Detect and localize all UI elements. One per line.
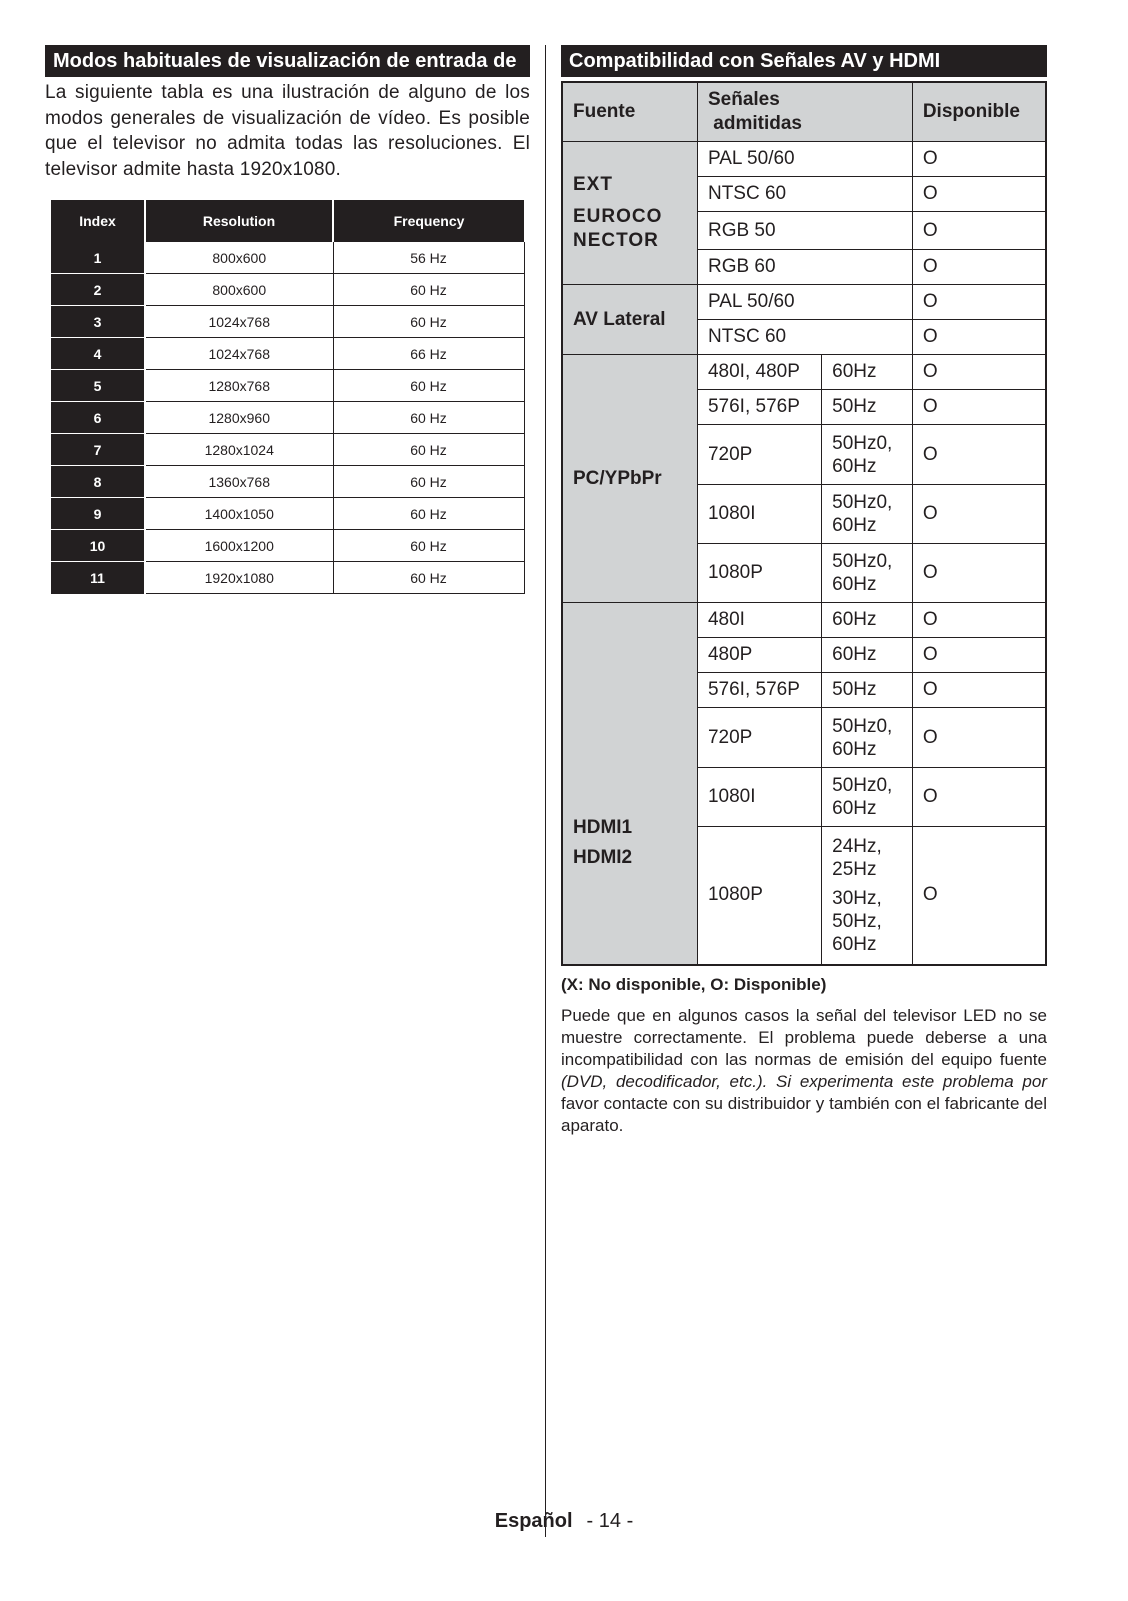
index-cell: 10 — [51, 530, 145, 562]
signal-cell: PAL 50/60 — [697, 142, 912, 177]
frequency-cell: 60 Hz — [333, 562, 524, 594]
frequency-line: 60Hz — [832, 738, 877, 760]
available-cell: O — [912, 142, 1046, 177]
index-cell: 4 — [51, 338, 145, 370]
frequency-line: 50Hz, — [832, 910, 882, 932]
header-resolution: Resolution — [145, 200, 333, 242]
frequency-line: 60Hz — [832, 798, 877, 819]
signal-cell: 576I, 576P — [697, 673, 821, 708]
footer-language: Español — [494, 1510, 573, 1532]
signal-cell: 576I, 576P — [697, 390, 821, 425]
available-cell: O — [912, 285, 1046, 320]
table-row — [51, 306, 524, 338]
available-cell: O — [912, 212, 1046, 250]
header-signals — [697, 82, 912, 142]
resolution-cell: 1280x768 — [145, 370, 333, 402]
signal-cell: 720P — [697, 708, 821, 768]
frequency-cell: 60 Hz — [333, 466, 524, 498]
table-row — [51, 370, 524, 402]
source-ext — [562, 142, 697, 285]
available-cell: O — [912, 673, 1046, 708]
header-signals-line2: admitidas — [713, 113, 802, 134]
frequency-line: 25Hz — [832, 858, 877, 880]
table-row — [51, 530, 524, 562]
section-title-compatibility: Compatibilidad con Señales AV y HDMI — [561, 45, 1047, 77]
available-cell: O — [912, 708, 1046, 768]
resolution-cell: 1280x1024 — [145, 434, 333, 466]
frequency-cell: 60Hz — [822, 603, 913, 638]
frequency-line: 50Hz0, — [832, 432, 893, 454]
available-cell: O — [912, 603, 1046, 638]
available-cell: O — [912, 544, 1046, 603]
table-row — [51, 338, 524, 370]
frequency-cell — [822, 544, 913, 603]
index-cell: 11 — [51, 562, 145, 594]
signal-cell: 1080P — [697, 827, 821, 965]
available-cell: O — [912, 485, 1046, 544]
table-row — [51, 562, 524, 594]
resolution-cell: 800x600 — [145, 274, 333, 306]
available-cell: O — [912, 425, 1046, 485]
available-cell: O — [912, 250, 1046, 285]
frequency-cell: 56 Hz — [333, 242, 524, 274]
table-row — [51, 434, 524, 466]
signal-cell: 720P — [697, 425, 821, 485]
note-text-2: favor contacte con su distribuidor y también con el fabricante del aparato. — [561, 1094, 1047, 1135]
signal-cell: PAL 50/60 — [697, 285, 912, 320]
signal-cell: 480I — [697, 603, 821, 638]
frequency-line: 50Hz0, — [832, 715, 893, 737]
display-modes-table — [51, 200, 525, 594]
left-column — [45, 45, 530, 586]
table-row — [562, 355, 1046, 390]
source-av-lateral: AV Lateral — [562, 285, 697, 355]
signal-cell: NTSC 60 — [697, 320, 912, 355]
available-cell: O — [912, 768, 1046, 827]
available-cell: O — [912, 320, 1046, 355]
index-cell: 7 — [51, 434, 145, 466]
right-column — [561, 45, 1047, 1135]
intro-paragraph: La siguiente tabla es una ilustración de alguno de los modos generales de visualización de vídeo. Es posible que el televisor no admita todas las resoluciones. El televisor admite hasta 1920x1080. — [45, 82, 530, 180]
table-row — [562, 603, 1046, 638]
compatibility-note — [561, 1005, 1047, 1137]
index-cell: 2 — [51, 274, 145, 306]
frequency-cell: 60 Hz — [333, 434, 524, 466]
page-number: - 14 - — [586, 1510, 634, 1532]
table-row — [562, 285, 1046, 320]
frequency-cell: 60 Hz — [333, 370, 524, 402]
frequency-cell: 60 Hz — [333, 402, 524, 434]
note-text-italic: (DVD, decodificador, etc.). Si experimenta este problema por — [561, 1072, 1047, 1091]
source-hdmi2: HDMI2 — [573, 847, 633, 869]
signal-cell: RGB 50 — [697, 212, 912, 250]
column-divider — [545, 45, 546, 1537]
signal-cell: 1080I — [697, 485, 821, 544]
frequency-cell: 60 Hz — [333, 530, 524, 562]
resolution-cell: 1024x768 — [145, 306, 333, 338]
index-cell: 9 — [51, 498, 145, 530]
frequency-line: 60Hz — [832, 515, 877, 536]
frequency-cell — [822, 708, 913, 768]
source-ext-line1: EXT — [573, 174, 613, 195]
resolution-cell: 1400x1050 — [145, 498, 333, 530]
source-ext-line2: EUROCO — [573, 206, 663, 227]
frequency-line: 60Hz — [832, 933, 877, 955]
frequency-cell: 60 Hz — [333, 306, 524, 338]
signal-cell: 1080I — [697, 768, 821, 827]
header-signals-line1: Señales — [707, 89, 780, 110]
frequency-line: 60Hz — [832, 455, 877, 477]
frequency-line: 24Hz, — [832, 835, 882, 857]
frequency-cell: 50Hz — [822, 673, 913, 708]
header-index: Index — [51, 200, 145, 242]
frequency-cell: 60 Hz — [333, 498, 524, 530]
header-frequency: Frequency — [333, 200, 524, 242]
signal-compatibility-table — [561, 81, 1047, 966]
source-pc-ypbpr: PC/YPbPr — [562, 355, 697, 603]
signal-cell: RGB 60 — [697, 250, 912, 285]
frequency-cell — [822, 827, 913, 965]
source-hdmi — [562, 603, 697, 965]
source-ext-line3: NECTOR — [573, 230, 659, 251]
frequency-line: 30Hz, — [832, 887, 882, 909]
index-cell: 8 — [51, 466, 145, 498]
available-cell: O — [912, 638, 1046, 673]
frequency-cell: 60Hz — [822, 638, 913, 673]
frequency-line: 50Hz0, — [832, 551, 893, 572]
index-cell: 3 — [51, 306, 145, 338]
header-available: Disponible — [912, 82, 1046, 142]
frequency-line: 60Hz — [832, 574, 877, 595]
table-row — [51, 274, 524, 306]
frequency-cell: 50Hz — [822, 390, 913, 425]
frequency-line: 50Hz0, — [832, 492, 893, 513]
index-cell: 1 — [51, 242, 145, 274]
frequency-cell — [822, 768, 913, 827]
signal-cell: 480I, 480P — [697, 355, 821, 390]
section-title-display-modes: Modos habituales de visualización de entrada de — [45, 45, 530, 77]
signal-cell: NTSC 60 — [697, 177, 912, 212]
note-text-1: Puede que en algunos casos la señal del televisor LED no se muestre correctamente. El problema puede deberse a una incompatibilidad con las normas de emisión del equipo fuente — [561, 1006, 1047, 1069]
available-cell: O — [912, 390, 1046, 425]
header-source: Fuente — [562, 82, 697, 142]
table-header-row — [51, 200, 524, 242]
index-cell: 5 — [51, 370, 145, 402]
available-cell: O — [912, 827, 1046, 965]
resolution-cell: 1024x768 — [145, 338, 333, 370]
table-row — [51, 466, 524, 498]
available-cell: O — [912, 355, 1046, 390]
page-footer — [0, 1510, 1128, 1533]
resolution-cell: 1360x768 — [145, 466, 333, 498]
resolution-cell: 1920x1080 — [145, 562, 333, 594]
resolution-cell: 1280x960 — [145, 402, 333, 434]
availability-legend: (X: No disponible, O: Disponible) — [561, 975, 827, 994]
signal-cell: 1080P — [697, 544, 821, 603]
resolution-cell: 1600x1200 — [145, 530, 333, 562]
frequency-cell — [822, 485, 913, 544]
frequency-cell — [822, 425, 913, 485]
index-cell: 6 — [51, 402, 145, 434]
table-row — [51, 498, 524, 530]
table-row — [51, 242, 524, 274]
table-row — [51, 402, 524, 434]
frequency-cell: 60Hz — [822, 355, 913, 390]
table-header-row — [562, 82, 1046, 142]
signal-cell: 480P — [697, 638, 821, 673]
frequency-cell: 60 Hz — [333, 274, 524, 306]
available-cell: O — [912, 177, 1046, 212]
source-hdmi1: HDMI1 — [573, 817, 633, 839]
resolution-cell: 800x600 — [145, 242, 333, 274]
frequency-cell: 66 Hz — [333, 338, 524, 370]
table-row — [562, 142, 1046, 177]
frequency-line: 50Hz0, — [832, 775, 893, 796]
